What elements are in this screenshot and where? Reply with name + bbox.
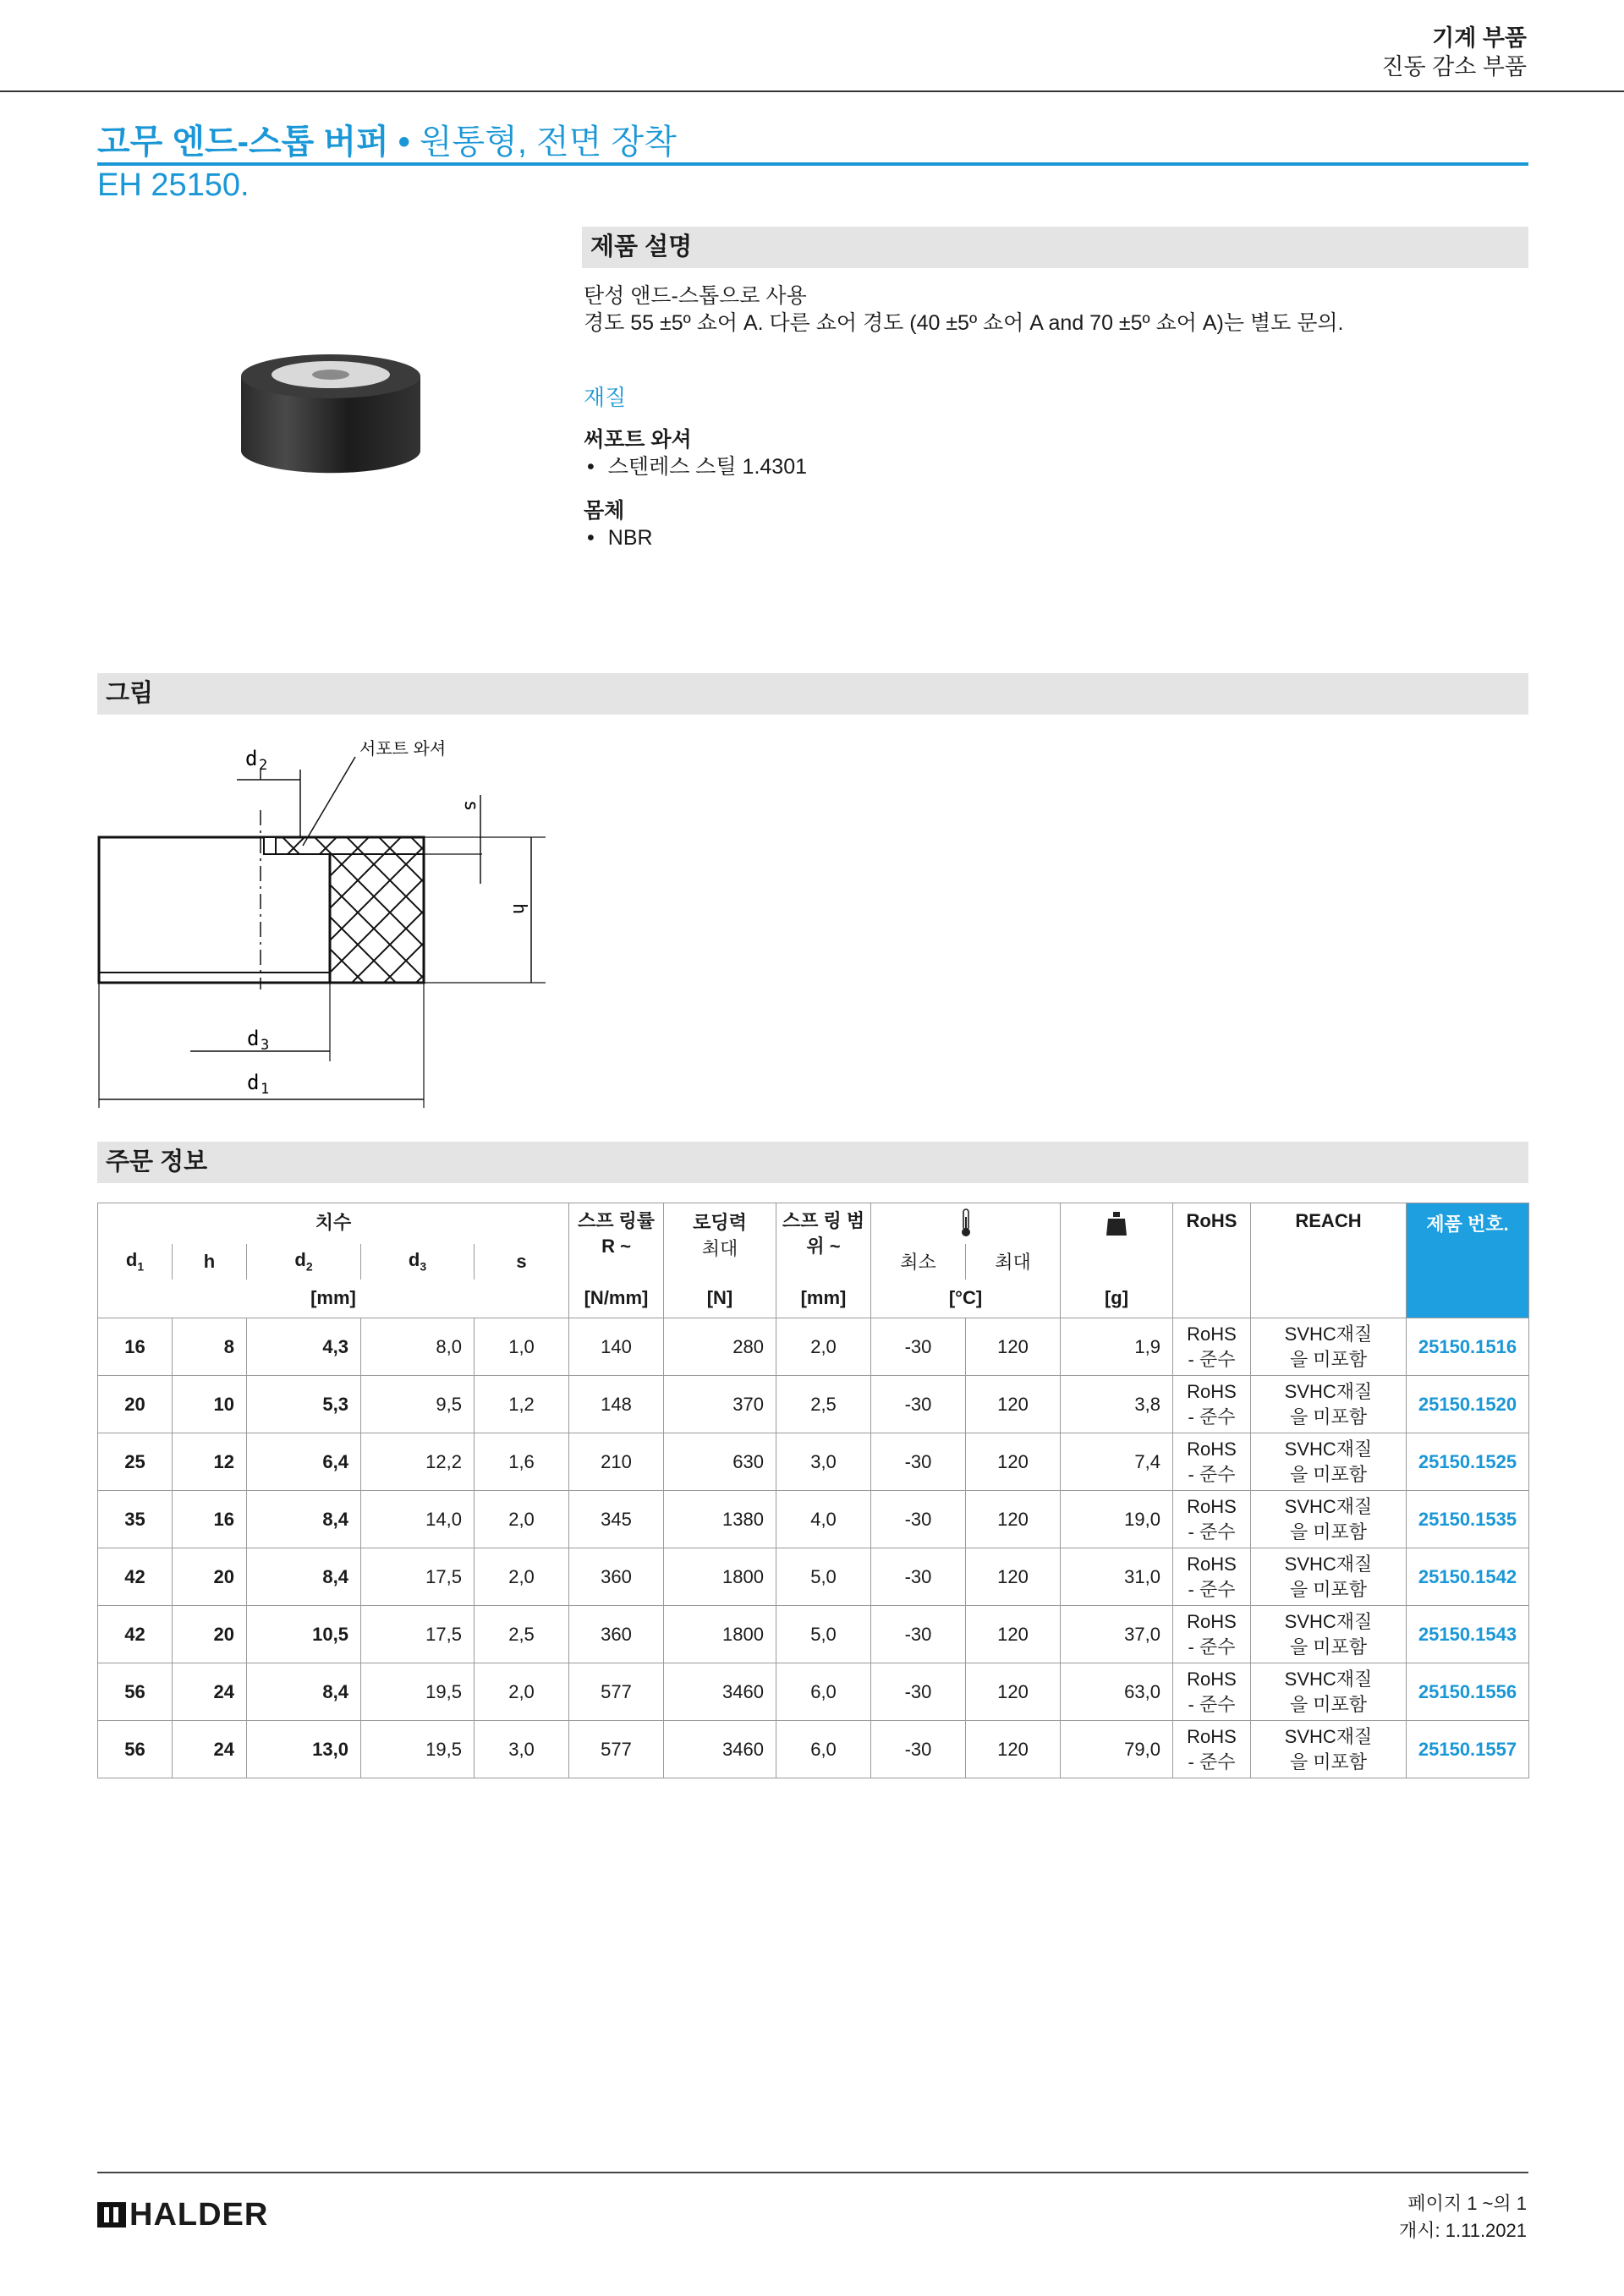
header-divider	[0, 90, 1624, 92]
cell-w: 1,9	[1061, 1318, 1173, 1376]
cell-range: 2,0	[776, 1318, 871, 1376]
cell-rohs: RoHS - 준수	[1173, 1433, 1251, 1491]
cell-d2: 13,0	[247, 1721, 361, 1778]
cell-reach: SVHC재질 을 미포함	[1251, 1606, 1407, 1663]
table-row	[98, 1433, 1529, 1491]
product-code: EH 25150.	[97, 167, 250, 203]
table-row	[98, 1376, 1529, 1433]
drawing-label-d3: d	[247, 1027, 260, 1050]
col-s: s	[475, 1244, 569, 1280]
cell-R: 577	[569, 1663, 664, 1721]
cell-range: 5,0	[776, 1606, 871, 1663]
logo-text: HALDER	[129, 2197, 269, 2233]
col-spring-rate: 스프 링률 R ~	[569, 1203, 664, 1280]
cell-s: 1,0	[475, 1318, 569, 1376]
part-number-link[interactable]: 25150.1535	[1407, 1491, 1529, 1548]
cell-R: 140	[569, 1318, 664, 1376]
cell-tmin: -30	[871, 1376, 966, 1433]
cell-d2: 6,4	[247, 1433, 361, 1491]
table-row	[98, 1606, 1529, 1663]
description-heading: 제품 설명	[582, 227, 1528, 268]
order-heading: 주문 정보	[97, 1142, 1528, 1183]
page-title	[97, 115, 677, 163]
cell-d3: 19,5	[361, 1721, 475, 1778]
cell-w: 63,0	[1061, 1663, 1173, 1721]
cell-tmax: 120	[966, 1433, 1061, 1491]
thermometer-icon	[960, 1208, 972, 1237]
drawing-label-d3-sub: 3	[261, 1037, 270, 1054]
cell-tmin: -30	[871, 1663, 966, 1721]
cell-d3: 19,5	[361, 1663, 475, 1721]
unit-weight: [g]	[1061, 1280, 1173, 1318]
cell-tmin: -30	[871, 1318, 966, 1376]
cell-d1: 25	[98, 1433, 173, 1491]
col-d3: $d_3$	[361, 1244, 475, 1280]
cell-tmin: -30	[871, 1721, 966, 1778]
cell-tmax: 120	[966, 1548, 1061, 1606]
col-d1: $d_1$	[98, 1244, 173, 1280]
cell-range: 4,0	[776, 1491, 871, 1548]
cell-rohs: RoHS - 준수	[1173, 1663, 1251, 1721]
cell-tmax: 120	[966, 1491, 1061, 1548]
issue-date: 개시: 1.11.2021	[1399, 2220, 1527, 2241]
part-number-link[interactable]: 25150.1525	[1407, 1433, 1529, 1491]
cell-tmax: 120	[966, 1376, 1061, 1433]
part-number-link[interactable]: 25150.1557	[1407, 1721, 1529, 1778]
support-item: • 스텐레스 스틸 1.4301	[584, 453, 807, 480]
drawing-label-d1-sub: 1	[261, 1081, 270, 1098]
cell-d2: 8,4	[247, 1663, 361, 1721]
col-rohs: RoHS	[1173, 1203, 1251, 1318]
weight-icon	[1106, 1212, 1127, 1236]
table-row	[98, 1548, 1529, 1606]
cell-reach: SVHC재질 을 미포함	[1251, 1548, 1407, 1606]
cell-range: 6,0	[776, 1721, 871, 1778]
cell-d3: 12,2	[361, 1433, 475, 1491]
page-number: 페이지 1 ~의 1	[1407, 2193, 1527, 2214]
cell-reach: SVHC재질 을 미포함	[1251, 1376, 1407, 1433]
cell-rohs: RoHS - 준수	[1173, 1606, 1251, 1663]
title-main: 고무 엔드-스톱 버퍼	[97, 123, 389, 161]
cell-tmin: -30	[871, 1548, 966, 1606]
drawing-label-d2-sub: 2	[259, 757, 268, 774]
cell-range: 5,0	[776, 1548, 871, 1606]
cell-d1: 16	[98, 1318, 173, 1376]
cell-s: 2,5	[475, 1606, 569, 1663]
col-load-label: 로딩력	[693, 1212, 747, 1233]
unit-spring: [N/mm]	[569, 1280, 664, 1318]
cell-rohs: RoHS - 준수	[1173, 1548, 1251, 1606]
cell-d3: 9,5	[361, 1376, 475, 1433]
cell-F: 3460	[664, 1663, 776, 1721]
part-number-link[interactable]: 25150.1543	[1407, 1606, 1529, 1663]
col-temp-min: 최소	[871, 1244, 966, 1280]
part-number-link[interactable]: 25150.1516	[1407, 1318, 1529, 1376]
footer-info	[1399, 2190, 1527, 2244]
col-load-max: 최대	[701, 1238, 738, 1259]
drawing-heading: 그림	[97, 673, 1528, 715]
cell-h: 24	[173, 1721, 247, 1778]
col-temp	[871, 1203, 1061, 1244]
cell-d3: 17,5	[361, 1606, 475, 1663]
cell-d2: 8,4	[247, 1491, 361, 1548]
cell-range: 3,0	[776, 1433, 871, 1491]
cell-s: 1,2	[475, 1376, 569, 1433]
title-rule	[97, 162, 1528, 166]
cell-d1: 56	[98, 1721, 173, 1778]
drawing-label-d1: d	[247, 1071, 260, 1094]
footer-divider	[97, 2172, 1528, 2173]
cell-w: 79,0	[1061, 1721, 1173, 1778]
support-washer-block	[584, 426, 807, 480]
cell-tmin: -30	[871, 1433, 966, 1491]
title-separator: •	[388, 123, 420, 161]
cell-F: 370	[664, 1376, 776, 1433]
logo-mark-icon	[97, 2202, 126, 2228]
cell-s: 1,6	[475, 1433, 569, 1491]
drawing-label-s: s	[460, 800, 481, 812]
drawing-label-washer: 서포트 와셔	[359, 740, 447, 759]
technical-drawing	[85, 736, 575, 1116]
unit-temp: [°C]	[871, 1280, 1061, 1318]
description-line2: 경도 55 ±5º 쇼어 A. 다른 쇼어 경도 (40 ±5º 쇼어 A and 70 ±5º 쇼어 A)는 별도 문의.	[584, 311, 1344, 335]
cell-d1: 56	[98, 1663, 173, 1721]
cell-d2: 8,4	[247, 1548, 361, 1606]
cell-range: 6,0	[776, 1663, 871, 1721]
cell-d1: 42	[98, 1606, 173, 1663]
cell-tmax: 120	[966, 1606, 1061, 1663]
part-number-link[interactable]: 25150.1542	[1407, 1548, 1529, 1606]
col-d2: $d_2$	[247, 1244, 361, 1280]
body-block	[584, 497, 653, 551]
cell-R: 577	[569, 1721, 664, 1778]
order-table	[97, 1203, 1529, 1778]
body-item: • NBR	[584, 524, 653, 551]
cell-reach: SVHC재질 을 미포함	[1251, 1318, 1407, 1376]
cell-F: 1800	[664, 1548, 776, 1606]
cell-d2: 10,5	[247, 1606, 361, 1663]
cell-w: 31,0	[1061, 1548, 1173, 1606]
cell-reach: SVHC재질 을 미포함	[1251, 1721, 1407, 1778]
cell-h: 12	[173, 1433, 247, 1491]
cell-tmax: 120	[966, 1721, 1061, 1778]
description-line1: 탄성 앤드-스톱으로 사용	[584, 284, 807, 308]
cell-rohs: RoHS - 준수	[1173, 1491, 1251, 1548]
cell-d1: 35	[98, 1491, 173, 1548]
cell-R: 210	[569, 1433, 664, 1491]
body-heading: 몸체	[584, 499, 625, 523]
cell-R: 360	[569, 1606, 664, 1663]
cell-range: 2,5	[776, 1376, 871, 1433]
unit-range: [mm]	[776, 1280, 871, 1318]
cell-rohs: RoHS - 준수	[1173, 1318, 1251, 1376]
col-temp-max: 최대	[966, 1244, 1061, 1280]
cell-h: 10	[173, 1376, 247, 1433]
cell-rohs: RoHS - 준수	[1173, 1721, 1251, 1778]
description-text	[584, 282, 1343, 337]
title-sub: 원통형, 전면 장착	[419, 123, 677, 161]
cell-R: 360	[569, 1548, 664, 1606]
cell-R: 148	[569, 1376, 664, 1433]
cell-reach: SVHC재질 을 미포함	[1251, 1433, 1407, 1491]
cell-w: 3,8	[1061, 1376, 1173, 1433]
part-number-link[interactable]: 25150.1556	[1407, 1663, 1529, 1721]
cell-s: 2,0	[475, 1491, 569, 1548]
unit-load: [N]	[664, 1280, 776, 1318]
drawing-label-d2: d	[245, 747, 258, 770]
cell-w: 37,0	[1061, 1606, 1173, 1663]
part-number-link[interactable]: 25150.1520	[1407, 1376, 1529, 1433]
cell-d2: 5,3	[247, 1376, 361, 1433]
support-heading: 써포트 와셔	[584, 428, 692, 452]
cell-s: 2,0	[475, 1548, 569, 1606]
cell-h: 20	[173, 1548, 247, 1606]
cell-F: 1800	[664, 1606, 776, 1663]
cell-R: 345	[569, 1491, 664, 1548]
cell-F: 3460	[664, 1721, 776, 1778]
cell-h: 24	[173, 1663, 247, 1721]
cell-s: 2,0	[475, 1663, 569, 1721]
cell-reach: SVHC재질 을 미포함	[1251, 1491, 1407, 1548]
cell-tmin: -30	[871, 1606, 966, 1663]
cell-reach: SVHC재질 을 미포함	[1251, 1663, 1407, 1721]
brand-logo	[97, 2197, 268, 2233]
col-reach: REACH	[1251, 1203, 1407, 1318]
table-row	[98, 1318, 1529, 1376]
col-h: h	[173, 1244, 247, 1280]
unit-mm: [mm]	[98, 1280, 569, 1318]
cell-d1: 42	[98, 1548, 173, 1606]
col-load	[664, 1203, 776, 1280]
cell-d3: 14,0	[361, 1491, 475, 1548]
cell-d3: 8,0	[361, 1318, 475, 1376]
col-spring-range: 스프 링 범위 ~	[776, 1203, 871, 1280]
col-dims: 치수	[98, 1203, 569, 1244]
cell-w: 7,4	[1061, 1433, 1173, 1491]
table-row	[98, 1663, 1529, 1721]
cell-F: 630	[664, 1433, 776, 1491]
cell-d1: 20	[98, 1376, 173, 1433]
drawing-label-h: h	[508, 903, 529, 915]
cell-d2: 4,3	[247, 1318, 361, 1376]
cell-tmax: 120	[966, 1318, 1061, 1376]
cell-tmin: -30	[871, 1491, 966, 1548]
cell-F: 280	[664, 1318, 776, 1376]
cell-F: 1380	[664, 1491, 776, 1548]
cell-rohs: RoHS - 준수	[1173, 1376, 1251, 1433]
cell-h: 8	[173, 1318, 247, 1376]
cell-w: 19,0	[1061, 1491, 1173, 1548]
material-heading: 재질	[584, 385, 627, 410]
header-subcategory: 진동 감소 부품	[1381, 54, 1527, 79]
cell-h: 20	[173, 1606, 247, 1663]
table-row	[98, 1721, 1529, 1778]
table-row	[98, 1491, 1529, 1548]
cell-s: 3,0	[475, 1721, 569, 1778]
product-photo	[233, 351, 431, 482]
page-header	[1382, 24, 1528, 81]
cell-tmax: 120	[966, 1663, 1061, 1721]
cell-d3: 17,5	[361, 1548, 475, 1606]
col-weight	[1061, 1203, 1173, 1280]
cell-h: 16	[173, 1491, 247, 1548]
header-category: 기계 부품	[1432, 25, 1527, 51]
col-part-no: 제품 번호.	[1407, 1203, 1529, 1318]
